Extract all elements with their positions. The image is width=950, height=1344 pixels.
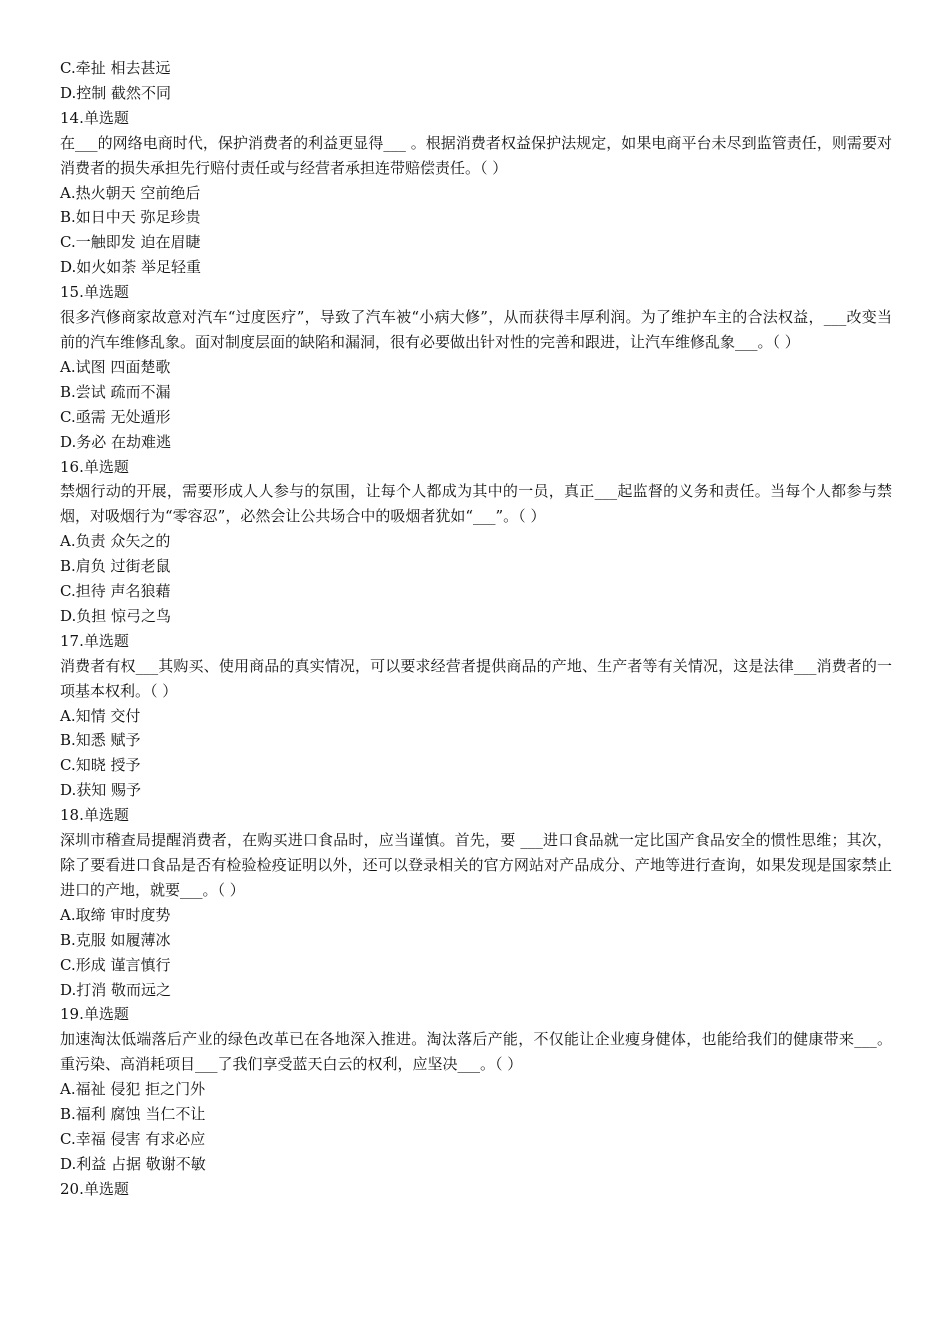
question-15-stem: 很多汽修商家故意对汽车“过度医疗”，导致了汽车被“小病大修”，从而获得丰厚利润。为了维护车主的合法权益，___改变当前的汽车维修乱象。面对制度层面的缺陷和漏洞，很有必要做出针对性的完善和跟进，让汽车维修乱象___。（ ） xyxy=(60,308,892,351)
option-19d: D.利益 占据 敬谢不敏 xyxy=(60,1154,206,1173)
option-18c: C.形成 谨言慎行 xyxy=(60,955,171,974)
question-20-header: 20.单选题 xyxy=(60,1179,129,1198)
option-16d: D.负担 惊弓之鸟 xyxy=(60,606,172,625)
option-14c: C.一触即发 迫在眉睫 xyxy=(60,233,201,252)
question-18-header: 18.单选题 xyxy=(60,806,129,825)
option-16a: A.负责 众矢之的 xyxy=(60,532,171,551)
option-18a: A.取缔 审时度势 xyxy=(60,905,171,924)
option-13d: D.控制 截然不同 xyxy=(60,83,172,102)
option-14d: D.如火如荼 举足轻重 xyxy=(60,258,202,277)
option-19c: C.幸福 侵害 有求必应 xyxy=(60,1129,206,1148)
option-14a: A.热火朝天 空前绝后 xyxy=(60,183,201,202)
option-15b: B.尝试 疏而不漏 xyxy=(60,382,171,401)
option-14b: B.如日中天 弥足珍贵 xyxy=(60,208,201,227)
option-13c: C.牵扯 相去甚远 xyxy=(60,59,171,77)
question-14-stem: 在___的网络电商时代，保护消费者的利益更显得___ 。根据消费者权益保护法规定，如果电商平台未尽到监管责任，则需要对消费者的损失承担先行赔付责任或与经营者承担连带赔偿责任。（ ） xyxy=(60,133,892,177)
question-16-stem: 禁烟行动的开展，需要形成人人参与的氛围，让每个人都成为其中的一员，真正___起监督的义务和责任。当每个人都参与禁烟，对吸烟行为“零容忍”，必然会让公共场合中的吸烟者犹如“___”。（ ） xyxy=(60,482,892,526)
option-18b: B.克服 如履薄冰 xyxy=(60,930,171,949)
option-16c: C.担待 声名狼藉 xyxy=(60,582,171,601)
question-17-header: 17.单选题 xyxy=(60,631,129,650)
option-16b: B.肩负 过街老鼠 xyxy=(60,557,171,576)
option-17b: B.知悉 赋予 xyxy=(60,731,141,750)
question-19-header: 19.单选题 xyxy=(60,1005,129,1024)
option-19b: B.福利 腐蚀 当仁不让 xyxy=(60,1105,206,1124)
option-17d: D.获知 赐予 xyxy=(60,781,142,800)
option-15c: C.亟需 无处遁形 xyxy=(60,407,171,426)
question-18-stem: 深圳市稽查局提醒消费者，在购买进口食品时，应当谨慎。首先，要 ___进口食品就一定比国产食品安全的惯性思维；其次，除了要看进口食品是否有检验检疫证明以外，还可以登录相关的官方网站对产品成分、产地等进行查询，如果发现是国家禁止进口的产地，就要___。（ ） xyxy=(60,831,892,899)
question-15-header: 15.单选题 xyxy=(60,283,129,302)
option-19a: A.福祉 侵犯 拒之门外 xyxy=(60,1080,206,1099)
option-17a: A.知情 交付 xyxy=(60,706,141,725)
question-14-header: 14.单选题 xyxy=(60,108,129,127)
option-18d: D.打消 敬而远之 xyxy=(60,980,172,999)
option-17c: C.知晓 授予 xyxy=(60,756,141,775)
document-page xyxy=(60,56,892,1202)
option-15d: D.务必 在劫难逃 xyxy=(60,432,172,451)
question-17-stem: 消费者有权___其购买、使用商品的真实情况，可以要求经营者提供商品的产地、生产者等有关情况，这是法律___消费者的一项基本权利。（ ） xyxy=(60,656,892,700)
question-16-header: 16.单选题 xyxy=(60,457,129,476)
option-15a: A.试图 四面楚歌 xyxy=(60,357,171,376)
question-19-stem: 加速淘汰低端落后产业的绿色改革已在各地深入推进。淘汰落后产能，不仅能让企业瘦身健体，也能给我们的健康带来___。重污染、高消耗项目___了我们享受蓝天白云的权利，应坚决___。（ ） xyxy=(60,1030,892,1074)
